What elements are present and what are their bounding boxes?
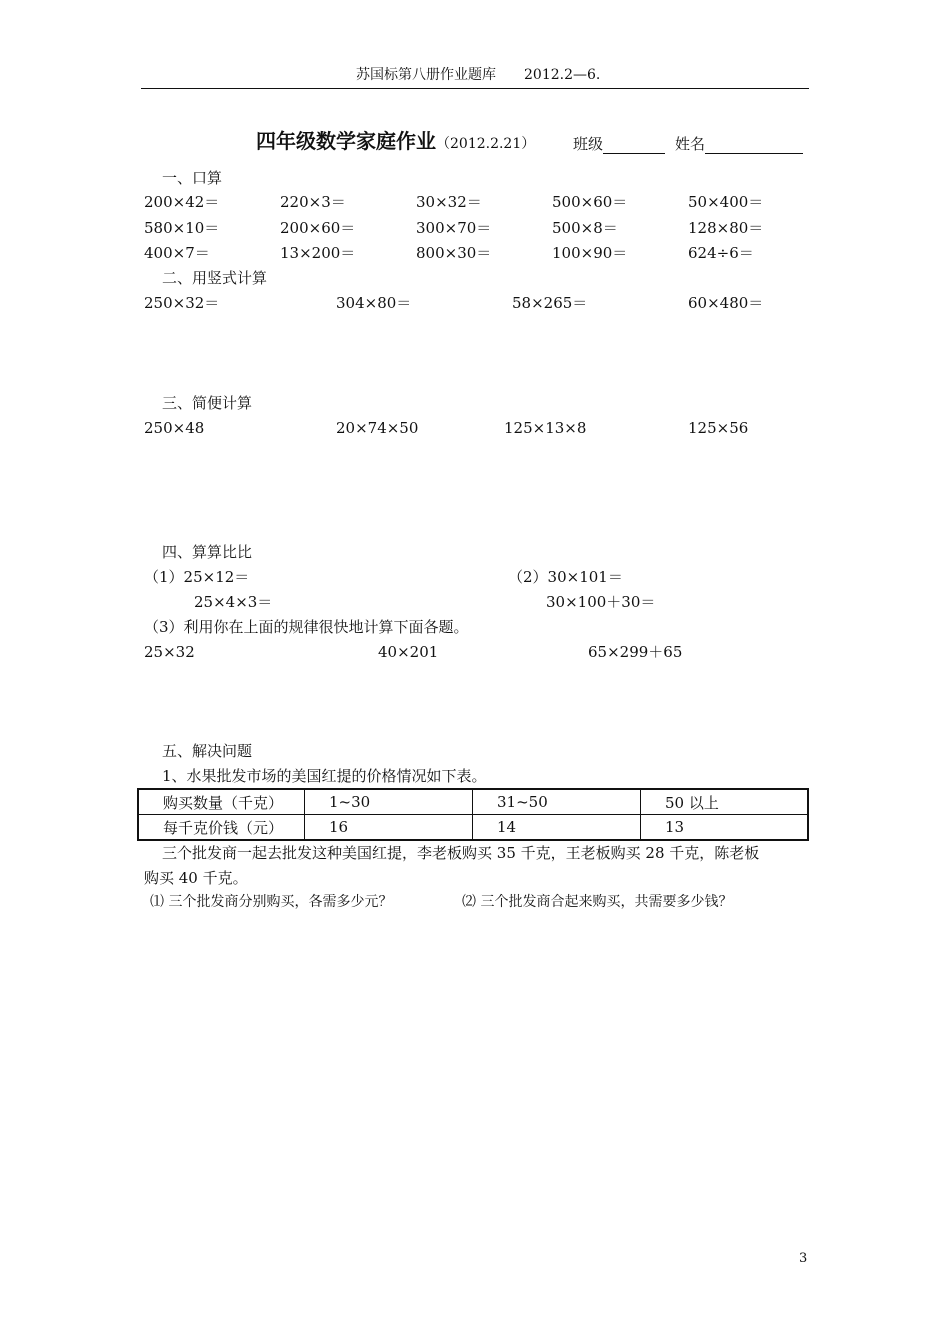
s1-item: 13×200＝ — [280, 244, 356, 262]
table-cell: 31~50 — [473, 789, 641, 815]
s1-item: 624÷6＝ — [688, 244, 754, 262]
table-row — [138, 815, 808, 841]
class-blank[interactable] — [603, 135, 665, 154]
s1-item: 220×3＝ — [280, 193, 346, 211]
s1-item: 200×42＝ — [144, 193, 220, 211]
table-row — [138, 789, 808, 815]
s1-item: 400×7＝ — [144, 244, 210, 262]
s2-item: 58×265＝ — [512, 294, 588, 312]
s4-item: 65×299＋65 — [588, 643, 683, 661]
table-cell: 50 以上 — [641, 789, 809, 815]
section-5-heading: 五、解决问题 — [162, 742, 253, 760]
table-cell: 14 — [473, 815, 641, 841]
section-2-heading: 二、用竖式计算 — [162, 269, 268, 287]
s5-question-1: 1、水果批发市场的美国红提的价格情况如下表。 — [162, 767, 487, 785]
s3-item: 125×13×8 — [504, 419, 587, 437]
s5-sub-question-1: ⑴ 三个批发商分别购买，各需多少元？ — [150, 894, 393, 910]
price-table — [137, 788, 809, 841]
section-3-heading: 三、简便计算 — [162, 394, 253, 412]
section-4-heading: 四、算算比比 — [162, 543, 253, 561]
worksheet-date: （2012.2.21） — [436, 136, 536, 152]
s4-part1-b: 25×4×3＝ — [194, 593, 273, 611]
s1-item: 50×400＝ — [688, 193, 764, 211]
s3-item: 250×48 — [144, 419, 205, 437]
worksheet-title: 四年级数学家庭作业 — [256, 129, 436, 153]
s4-item: 25×32 — [144, 643, 195, 661]
s1-item: 580×10＝ — [144, 219, 220, 237]
s5-sub-question-2: ⑵ 三个批发商合起来购买，共需要多少钱？ — [462, 894, 733, 910]
table-cell: 购买数量（千克） — [138, 789, 305, 815]
name-blank[interactable] — [705, 135, 803, 154]
page-header: 苏国标第八册作业题库 2012.2—6. — [356, 67, 601, 83]
section-1-heading: 一、口算 — [162, 169, 223, 187]
s3-item: 125×56 — [688, 419, 749, 437]
s1-item: 500×8＝ — [552, 219, 618, 237]
header-rule — [141, 88, 809, 89]
class-field[interactable] — [573, 134, 665, 154]
s4-part2-a: （2）30×101＝ — [508, 568, 623, 586]
s1-item: 128×80＝ — [688, 219, 764, 237]
s4-part1-a: （1）25×12＝ — [144, 568, 250, 586]
s4-part3: （3）利用你在上面的规律很快地计算下面各题。 — [144, 618, 469, 636]
s1-item: 30×32＝ — [416, 193, 482, 211]
s2-item: 60×480＝ — [688, 294, 764, 312]
s1-item: 100×90＝ — [552, 244, 628, 262]
s1-item: 200×60＝ — [280, 219, 356, 237]
class-label: 班级 — [573, 135, 604, 153]
table-cell: 每千克价钱（元） — [138, 815, 305, 841]
s4-item: 40×201 — [378, 643, 439, 661]
table-cell: 16 — [305, 815, 473, 841]
s3-item: 20×74×50 — [336, 419, 419, 437]
s1-item: 300×70＝ — [416, 219, 492, 237]
s5-paragraph-line-1: 三个批发商一起去批发这种美国红提，李老板购买 35 千克，王老板购买 28 千克，陈老板 — [162, 844, 760, 862]
title-line — [256, 125, 535, 155]
s1-item: 800×30＝ — [416, 244, 492, 262]
s2-item: 250×32＝ — [144, 294, 220, 312]
name-field[interactable] — [675, 134, 803, 154]
s4-part2-b: 30×100＋30＝ — [546, 593, 656, 611]
page-number: 3 — [799, 1251, 808, 1266]
s2-item: 304×80＝ — [336, 294, 412, 312]
table-cell: 13 — [641, 815, 809, 841]
name-label: 姓名 — [675, 135, 706, 153]
table-cell: 1~30 — [305, 789, 473, 815]
s1-item: 500×60＝ — [552, 193, 628, 211]
s5-paragraph-line-2: 购买 40 千克。 — [144, 869, 248, 887]
